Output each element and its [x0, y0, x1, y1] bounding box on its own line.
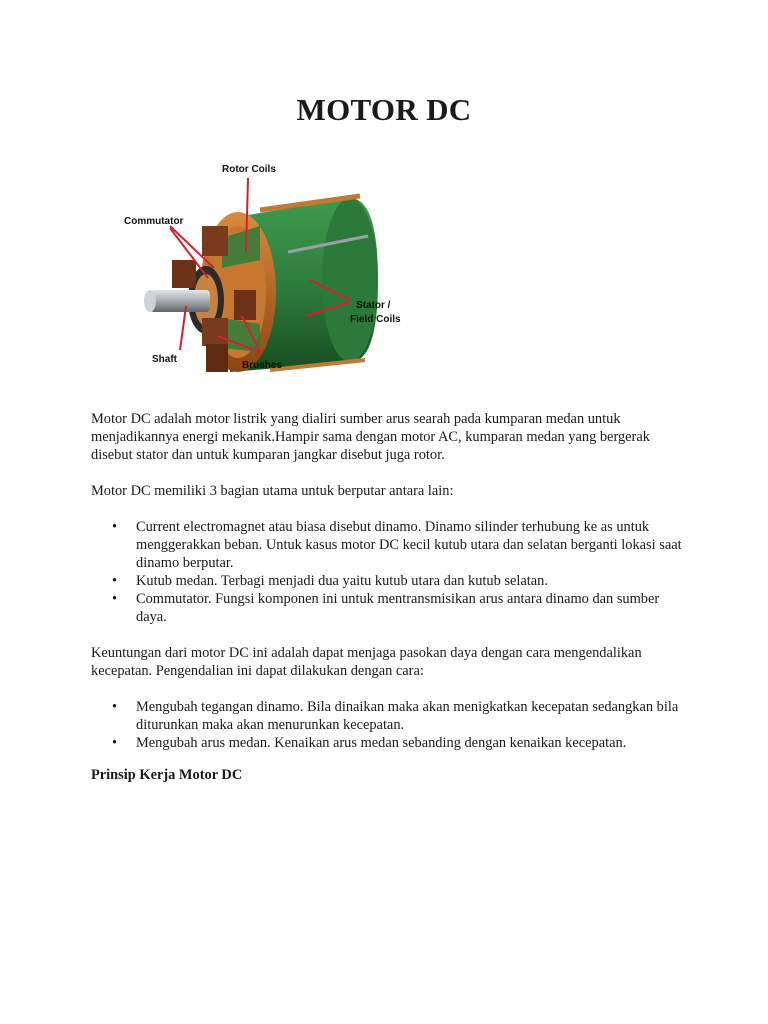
- list-item: • Mengubah arus medan. Kenaikan arus medan sebanding dengan kenaikan kecepatan.: [91, 734, 691, 752]
- label-rotor-coils: Rotor Coils: [222, 164, 276, 175]
- control-list: [91, 698, 691, 752]
- section-heading: Prinsip Kerja Motor DC: [91, 767, 243, 783]
- parts-list: [91, 518, 691, 626]
- parts-intro-paragraph: Motor DC memiliki 3 bagian utama untuk berputar antara lain:: [91, 483, 454, 499]
- intro-paragraph: Motor DC adalah motor listrik yang dialiri sumber arus searah pada kumparan medan untuk menjadikannya energi mekanik.Hampir sama dengan motor AC, kumparan medan yang bergerak disebut stator dan untuk kumparan jangkar disebut juga rotor.: [91, 411, 650, 463]
- list-item: • Mengubah tegangan dinamo. Bila dinaikan maka akan menigkatkan kecepatan sedangkan bila diturunkan maka akan menurunkan kecepatan.: [91, 698, 691, 734]
- page-title: MOTOR DC: [296, 92, 472, 127]
- label-shaft: Shaft: [152, 354, 177, 365]
- list-item: • Commutator. Fungsi komponen ini untuk mentransmisikan arus antara dinamo dan sumber daya.: [91, 590, 691, 626]
- advantage-paragraph: Keuntungan dari motor DC ini adalah dapat menjaga pasokan daya dengan cara mengendalikan kecepatan. Pengendalian ini dapat dilakukan dengan cara:: [91, 645, 642, 679]
- list-item: • Kutub medan. Terbagi menjadi dua yaitu kutub utara dan kutub selatan.: [91, 572, 691, 590]
- shaft: [144, 290, 210, 312]
- label-stator-1: Stator /: [356, 300, 391, 311]
- dc-motor-diagram: [110, 140, 422, 390]
- label-commutator: Commutator: [124, 216, 184, 227]
- label-brushes: Brushes: [242, 360, 283, 371]
- list-item: • Current electromagnet atau biasa disebut dinamo. Dinamo silinder terhubung ke as untuk menggerakkan beban. Untuk kasus motor DC kecil kutub utara dan selatan berganti lokasi saat dinamo berputar.: [91, 518, 691, 572]
- label-stator-2: Field Coils: [350, 314, 401, 325]
